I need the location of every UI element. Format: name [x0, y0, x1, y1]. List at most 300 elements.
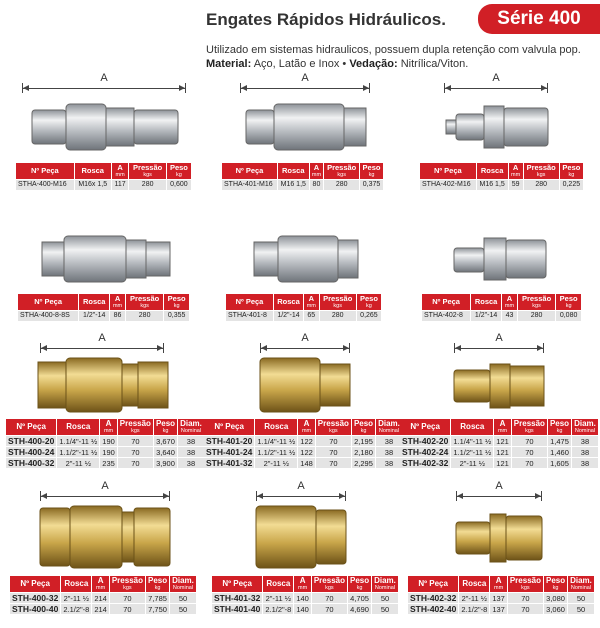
table-row — [16, 180, 192, 190]
table-cell: 38 — [178, 436, 205, 447]
table-cell: 38 — [572, 447, 599, 458]
dimension-line-part — [240, 88, 370, 89]
table-cell: 38 — [376, 458, 403, 469]
spec-table-7 — [6, 419, 205, 468]
dimension-line-part — [543, 343, 544, 353]
dimension-line-part — [445, 85, 451, 91]
header-text: kgs — [325, 585, 334, 591]
dimension-line-part — [363, 85, 369, 91]
dimension-label: A — [301, 332, 309, 344]
header-text: Nominal — [180, 428, 202, 434]
col-weight — [360, 163, 384, 180]
table-cell: STH-401-32 — [212, 593, 263, 604]
table-cell: 0,080 — [556, 311, 582, 321]
table-cell: 70 — [511, 458, 547, 469]
table-cell: 43 — [502, 311, 518, 321]
header-text: kgs — [140, 303, 149, 309]
spec-table-1 — [16, 163, 192, 190]
table-row — [400, 447, 598, 458]
table-cell: 2,180 — [351, 447, 375, 458]
header-text: Peso — [147, 576, 168, 585]
table-cell: STH-400-32 — [10, 593, 61, 604]
header-text: mm — [511, 172, 521, 178]
dimension-line-part — [343, 345, 349, 351]
coupling-image-sth-402-20 — [452, 360, 546, 412]
header-text: Diam. — [374, 576, 396, 585]
table-cell: 70 — [311, 593, 347, 604]
header-text: Pressão — [119, 419, 151, 428]
header-text: mm — [306, 303, 316, 309]
spec-table-6 — [422, 294, 582, 321]
dimension-line-part — [241, 85, 247, 91]
table-cell: STHA-400-8-8S — [18, 311, 79, 321]
dimension-line-part — [547, 83, 548, 93]
dimension-label: A — [301, 72, 309, 84]
dimension-line-part — [169, 491, 170, 501]
header-text: Pressão — [130, 294, 160, 303]
table-cell: 140 — [294, 593, 312, 604]
header-text: Pressão — [133, 163, 163, 172]
header-text: A — [308, 294, 314, 303]
header-text: Diam. — [378, 419, 400, 428]
header-text: Pressão — [327, 163, 357, 172]
dimension-a-12 — [456, 480, 542, 500]
col-a — [100, 419, 118, 436]
header-text: mm — [112, 303, 123, 309]
header-text: Nominal — [574, 428, 596, 434]
col-a — [490, 576, 508, 593]
table-cell: 1/2"-14 — [79, 311, 110, 321]
col-diam — [572, 419, 599, 436]
table-cell: 70 — [109, 604, 145, 615]
dimension-line-part — [537, 345, 543, 351]
spec-table-3 — [420, 163, 584, 190]
table-cell: 70 — [315, 447, 351, 458]
table-cell: 122 — [298, 436, 316, 447]
col-thread: Rosca — [273, 294, 303, 311]
dimension-label: A — [101, 480, 109, 492]
header-text: kg — [360, 428, 367, 434]
header-text: Peso — [353, 419, 374, 428]
spec-table-11 — [212, 576, 399, 614]
header-text: Peso — [559, 294, 578, 303]
table-cell: 2.1/2"-8 — [61, 604, 92, 615]
series-badge: Série 400 — [478, 4, 600, 34]
col-thread: Rosca — [263, 576, 294, 593]
header-text: kgs — [123, 585, 132, 591]
table-cell: 3,080 — [543, 593, 567, 604]
dimension-a-1 — [22, 72, 186, 92]
table-row — [18, 311, 190, 321]
col-weight — [556, 294, 582, 311]
table-cell: STH-401-24 — [204, 447, 255, 458]
dimension-line-part — [41, 345, 47, 351]
col-pressure — [319, 294, 356, 311]
header-text: kgs — [337, 172, 346, 178]
table-row — [6, 458, 204, 469]
dimension-line-part — [256, 496, 346, 497]
col-pressure — [517, 294, 555, 311]
table-cell: 280 — [319, 311, 356, 321]
dimension-line-part — [444, 88, 548, 89]
col-part: Nº Peça — [400, 419, 451, 436]
col-thread: Rosca — [277, 163, 309, 180]
dimension-a-10 — [40, 480, 170, 500]
header-text: Peso — [549, 419, 570, 428]
table-cell: STHA-402-M16 — [420, 180, 476, 190]
table-cell: 2"-11 ½ — [263, 593, 294, 604]
table-row — [422, 311, 582, 321]
header-text: kg — [173, 303, 180, 309]
col-a — [92, 576, 110, 593]
header-text: Diam. — [574, 419, 596, 428]
col-a — [494, 419, 512, 436]
table-row — [212, 604, 398, 615]
dimension-line-part — [22, 88, 186, 89]
table-cell: 0,225 — [559, 180, 583, 190]
table-cell: STH-402-32 — [400, 458, 451, 469]
table-cell: 70 — [117, 436, 153, 447]
header-text: Pressão — [509, 576, 541, 585]
col-a — [294, 576, 312, 593]
table-cell: 3,670 — [153, 436, 177, 447]
table-cell: 2"-11 ½ — [451, 458, 494, 469]
table-cell: 80 — [309, 180, 324, 190]
table-cell: 7,785 — [145, 593, 169, 604]
header-text: A — [495, 576, 502, 585]
table-cell: 280 — [517, 311, 555, 321]
dimension-line-part — [163, 493, 169, 499]
header-text: Diam. — [570, 576, 592, 585]
col-part: Nº Peça — [10, 576, 61, 593]
coupling-image-stha-401-m16 — [244, 96, 368, 158]
table-cell: 50 — [372, 593, 399, 604]
dimension-line-part — [23, 85, 29, 91]
table-row — [6, 447, 204, 458]
table-cell: 0,600 — [166, 180, 191, 190]
header-text: kgs — [536, 172, 546, 178]
header-text: Pressão — [521, 294, 552, 303]
dimension-line-part — [260, 348, 350, 349]
header-text: mm — [301, 428, 312, 434]
table-cell: 2.1/2"-8 — [263, 604, 294, 615]
table-cell: 2,295 — [351, 458, 375, 469]
table-cell: 70 — [315, 436, 351, 447]
col-weight — [145, 576, 169, 593]
table-row — [222, 180, 384, 190]
table-cell: 190 — [100, 447, 118, 458]
table-cell: 214 — [92, 604, 110, 615]
dimension-line-part — [261, 345, 267, 351]
table-cell: 1.1/2"-11 ½ — [451, 447, 494, 458]
coupling-image-sth-400-20 — [36, 356, 170, 414]
header-text: kgs — [131, 428, 140, 434]
header-text: Nominal — [378, 428, 400, 434]
col-weight — [559, 163, 583, 180]
col-thread: Rosca — [255, 419, 298, 436]
table-cell: STH-401-32 — [204, 458, 255, 469]
header-text: mm — [96, 585, 106, 591]
table-cell: 4,690 — [347, 604, 371, 615]
dimension-label: A — [297, 480, 305, 492]
header-text: kg — [154, 585, 161, 591]
dimension-line-part — [349, 343, 350, 353]
col-a — [502, 294, 518, 311]
table-cell: 38 — [376, 447, 403, 458]
header-text: kgs — [143, 172, 152, 178]
table-cell: 38 — [572, 436, 599, 447]
header-text: A — [117, 163, 123, 172]
table-cell: 137 — [490, 604, 508, 615]
col-pressure — [324, 163, 360, 180]
dimension-line-part — [345, 491, 346, 501]
col-weight — [153, 419, 177, 436]
table-cell: 38 — [178, 447, 205, 458]
dimension-line-part — [163, 343, 164, 353]
col-weight — [347, 576, 371, 593]
table-cell: 70 — [315, 458, 351, 469]
table-cell: 4,705 — [347, 593, 371, 604]
col-a — [111, 163, 129, 180]
table-cell: 0,355 — [164, 311, 190, 321]
table-cell: 122 — [298, 447, 316, 458]
page-title: Engates Rápidos Hidráulicos. — [206, 10, 446, 29]
header-text: A — [499, 419, 506, 428]
header-text: A — [512, 163, 519, 172]
col-part: Nº Peça — [422, 294, 471, 311]
table-cell: 70 — [511, 447, 547, 458]
table-cell: 50 — [170, 593, 197, 604]
table-cell: 121 — [494, 458, 512, 469]
table-cell: STHA-402-8 — [422, 311, 471, 321]
header-text: Nominal — [172, 585, 194, 591]
header-text: Diam. — [172, 576, 194, 585]
dimension-line-part — [40, 348, 164, 349]
header-text: kg — [368, 172, 375, 178]
col-pressure — [507, 576, 543, 593]
col-thread: Rosca — [451, 419, 494, 436]
table-cell: 38 — [376, 436, 403, 447]
dimension-line-part — [457, 493, 463, 499]
dimension-a-7 — [40, 332, 164, 352]
table-cell: 1.1/2"-11 ½ — [57, 447, 100, 458]
table-cell: STHA-401-8 — [226, 311, 273, 321]
table-cell: 50 — [170, 604, 197, 615]
table-cell: 1.1/2"-11 ½ — [255, 447, 298, 458]
header-text: A — [299, 576, 306, 585]
table-cell: 2.1/2"-8 — [459, 604, 490, 615]
col-weight — [164, 294, 190, 311]
header-text: Peso — [562, 163, 581, 172]
header-text: kgs — [525, 428, 534, 434]
table-cell: 70 — [507, 604, 543, 615]
dimension-line-part — [157, 345, 163, 351]
header-text: mm — [298, 585, 308, 591]
header-text: Pressão — [323, 294, 353, 303]
table-cell: 7,750 — [145, 604, 169, 615]
header-text: mm — [504, 303, 515, 309]
header-text: Peso — [545, 576, 566, 585]
table-cell: 50 — [568, 593, 595, 604]
col-diam — [178, 419, 205, 436]
table-cell: 65 — [304, 311, 319, 321]
table-cell: 190 — [100, 436, 118, 447]
coupling-image-sth-401-20 — [258, 356, 352, 414]
col-a — [508, 163, 523, 180]
table-cell: STH-400-40 — [10, 604, 61, 615]
table-cell: M16 1,5 — [277, 180, 309, 190]
header-text: kg — [568, 172, 575, 178]
table-row — [6, 436, 204, 447]
col-thread: Rosca — [459, 576, 490, 593]
table-cell: 38 — [178, 458, 205, 469]
table-cell: 2"-11 ½ — [255, 458, 298, 469]
table-cell: M16 1,5 — [476, 180, 508, 190]
table-cell: 59 — [508, 180, 523, 190]
table-cell: STH-401-20 — [204, 436, 255, 447]
table-row — [400, 436, 598, 447]
col-pressure — [125, 294, 163, 311]
col-diam — [372, 576, 399, 593]
col-part: Nº Peça — [222, 163, 277, 180]
spec-table-12 — [408, 576, 595, 614]
table-cell: STHA-400-M16 — [16, 180, 74, 190]
material-label: Material: — [206, 58, 252, 70]
coupling-image-sth-400-32 — [38, 504, 172, 570]
table-cell: 70 — [117, 458, 153, 469]
description-text: Utilizado em sistemas hidraulicos, possuem dupla retenção com valvula pop. — [206, 44, 581, 56]
coupling-image-sth-401-32 — [254, 504, 348, 570]
col-thread: Rosca — [471, 294, 502, 311]
header-text: A — [114, 294, 121, 303]
col-weight — [547, 419, 571, 436]
table-cell: 2"-11 ½ — [61, 593, 92, 604]
header-text: Peso — [167, 294, 186, 303]
col-diam — [170, 576, 197, 593]
header-text: Peso — [349, 576, 370, 585]
dimension-label: A — [492, 72, 500, 84]
col-thread: Rosca — [476, 163, 508, 180]
table-row — [204, 447, 402, 458]
table-cell: STH-402-20 — [400, 436, 451, 447]
table-cell: 121 — [494, 447, 512, 458]
table-cell: STH-400-32 — [6, 458, 57, 469]
table-cell: 50 — [372, 604, 399, 615]
table-cell: 2"-11 ½ — [57, 458, 100, 469]
header-text: mm — [115, 172, 125, 178]
material-value: Aço, Latão e Inox — [253, 58, 340, 70]
dimension-label: A — [495, 480, 503, 492]
spec-table-4 — [18, 294, 190, 321]
table-cell: 1,605 — [547, 458, 571, 469]
header-text: A — [97, 576, 104, 585]
col-thread: Rosca — [57, 419, 100, 436]
table-cell: 38 — [572, 458, 599, 469]
table-row — [212, 593, 398, 604]
spec-table-5 — [226, 294, 382, 321]
col-part: Nº Peça — [226, 294, 273, 311]
col-part: Nº Peça — [18, 294, 79, 311]
dimension-line-part — [455, 345, 461, 351]
col-diam — [568, 576, 595, 593]
col-pressure — [311, 576, 347, 593]
col-pressure — [129, 163, 166, 180]
header-text: kg — [366, 303, 372, 309]
table-row — [408, 604, 594, 615]
dimension-line-part — [369, 83, 370, 93]
table-row — [226, 311, 382, 321]
table-cell: 117 — [111, 180, 129, 190]
header-text: mm — [494, 585, 504, 591]
table-cell: STH-401-40 — [212, 604, 263, 615]
header-text: kg — [356, 585, 363, 591]
dimension-label: A — [98, 332, 106, 344]
col-part: Nº Peça — [204, 419, 255, 436]
table-cell: 280 — [125, 311, 163, 321]
col-diam — [376, 419, 403, 436]
col-part: Nº Peça — [420, 163, 476, 180]
col-a — [110, 294, 126, 311]
dimension-line-part — [456, 496, 542, 497]
col-part: Nº Peça — [16, 163, 74, 180]
header-text: kg — [552, 585, 559, 591]
table-row — [204, 436, 402, 447]
table-cell: STH-400-20 — [6, 436, 57, 447]
header-text: Peso — [362, 163, 381, 172]
table-cell: 280 — [324, 180, 360, 190]
header-text: kg — [565, 303, 572, 309]
dimension-line-part — [185, 83, 186, 93]
seal-value: Nitrílica/Viton. — [400, 58, 469, 70]
header-text: Pressão — [513, 419, 545, 428]
header-text: kgs — [333, 303, 342, 309]
header-text: mm — [497, 428, 508, 434]
table-cell: 214 — [92, 593, 110, 604]
col-weight — [351, 419, 375, 436]
col-pressure — [523, 163, 559, 180]
table-cell: 0,375 — [360, 180, 384, 190]
header-text: kgs — [329, 428, 338, 434]
table-cell: 1/2"-14 — [471, 311, 502, 321]
header-text: mm — [311, 172, 322, 178]
header-text: A — [313, 163, 320, 172]
header-text: Diam. — [180, 419, 202, 428]
dimension-line-part — [541, 491, 542, 501]
col-pressure — [117, 419, 153, 436]
table-cell: 3,640 — [153, 447, 177, 458]
header-text: mm — [103, 428, 114, 434]
table-cell: STH-400-24 — [6, 447, 57, 458]
table-row — [10, 593, 196, 604]
table-row — [10, 604, 196, 615]
coupling-image-sth-402-32 — [454, 510, 544, 566]
table-cell: 148 — [298, 458, 316, 469]
bullet-separator: • — [342, 58, 347, 70]
table-cell: STHA-401-M16 — [222, 180, 277, 190]
table-cell: 1.1/4"-11 ½ — [451, 436, 494, 447]
table-cell: 1,460 — [547, 447, 571, 458]
table-cell: 2,195 — [351, 436, 375, 447]
col-pressure — [511, 419, 547, 436]
coupling-image-stha-402-8 — [452, 230, 548, 288]
table-cell: 70 — [109, 593, 145, 604]
coupling-image-stha-400-8-8s — [40, 230, 172, 288]
col-weight — [543, 576, 567, 593]
table-cell: STH-402-32 — [408, 593, 459, 604]
table-cell: 280 — [129, 180, 166, 190]
header-text: kgs — [532, 303, 541, 309]
header-text: kg — [176, 172, 182, 178]
